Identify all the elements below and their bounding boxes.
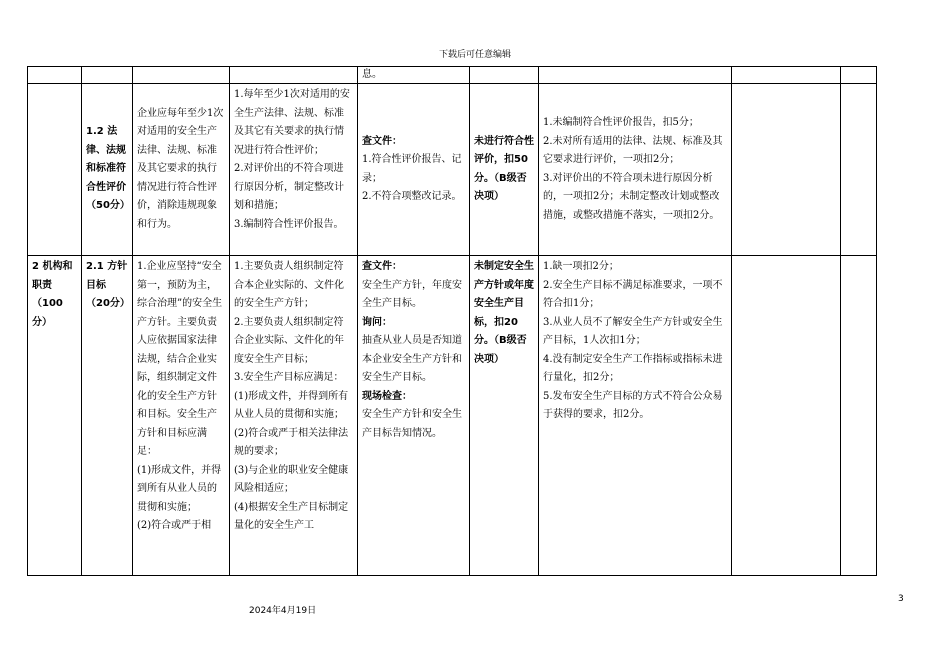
veto-cell — [470, 67, 539, 84]
page-number: 3 — [898, 594, 904, 604]
category-cell: 2 机构和职责（100分） — [28, 256, 82, 576]
category-cell — [28, 67, 82, 84]
remark-cell — [841, 67, 877, 84]
method-cell — [358, 256, 470, 576]
actual-score-cell — [732, 84, 841, 256]
method-title: 现场检查： — [362, 390, 412, 402]
content-cell — [133, 67, 230, 84]
scoring-cell: 1.未编制符合性评价报告，扣5分； 2.未对所有适用的法律、法规、标准及其它要求进行评价，一项扣2分； 3.对评价出的不符合项未进行原因分析的，一项扣2分；未制定整改计划或整改措施，或整改措施不落实，一项扣2分。 — [539, 84, 732, 256]
evaluation-table — [27, 66, 877, 576]
category-cell — [28, 84, 82, 256]
table-row — [28, 256, 877, 576]
method-cell — [358, 67, 470, 84]
method-body: 安全生产方针，年度安全生产目标。 — [362, 279, 462, 309]
requirements-cell: 1.主要负责人组织制定符合本企业实际的、文件化的安全生产方针； 2.主要负责人组织制定符合企业实际、文件化的年度安全生产目标； 3.安全生产目标应满足： (1)形成文件，并得到所有从业人员的贯彻和实施； (2)符合或严于相关法律法规的要求； (3)与企业的职业安全健康风险相适应； (4)根据安全生产目标制定量化的安全生产工 — [230, 256, 358, 576]
method-title: 询问： — [362, 316, 392, 328]
actual-score-cell — [732, 256, 841, 576]
method-title: 查文件： — [362, 135, 402, 147]
content-cell: 企业应每年至少1次对适用的安全生产法律、法规、标准及其它要求的执行情况进行符合性评价，消除违规现象和行为。 — [133, 84, 230, 256]
method-tail-text: 息。 — [362, 69, 382, 80]
method-cell — [358, 84, 470, 256]
remark-cell — [841, 256, 877, 576]
scoring-cell: 1.缺一项扣2分； 2.安全生产目标不满足标准要求，一项不符合扣1分； 3.从业人员不了解安全生产方针或安全生产目标，1人次扣1分； 4.没有制定安全生产工作指标或指标未进行量化，扣2分； 5.发布安全生产目标的方式不符合公众易于获得的要求，扣2分。 — [539, 256, 732, 576]
element-cell — [82, 67, 133, 84]
remark-cell — [841, 84, 877, 256]
veto-cell: 未制定安全生产方针或年度安全生产目标，扣20分。（B级否决项） — [470, 256, 539, 576]
method-body: 抽查从业人员是否知道本企业安全生产方针和安全生产目标。 — [362, 335, 462, 383]
requirements-cell — [230, 67, 358, 84]
page-header: 下载后可任意编辑 — [438, 50, 511, 60]
element-cell: 1.2 法律、法规和标准符合性评价（50分） — [82, 84, 133, 256]
table-row — [28, 67, 877, 84]
scoring-cell — [539, 67, 732, 84]
method-body: 1.符合性评价报告、记录； 2.不符合项整改记录。 — [362, 154, 462, 202]
method-body: 安全生产方针和安全生产目标告知情况。 — [362, 409, 462, 439]
requirements-cell: 1.每年至少1次对适用的安全生产法律、法规、标准及其它有关要求的执行情况进行符合性评价； 2.对评价出的不符合项进行原因分析，制定整改计划和措施； 3.编制符合性评价报告。 — [230, 84, 358, 256]
footer-date: 2024年4月19日 — [249, 606, 317, 616]
method-title: 查文件： — [362, 261, 402, 272]
actual-score-cell — [732, 67, 841, 84]
element-cell: 2.1 方针目标（20分） — [82, 256, 133, 576]
content-cell: 1.企业应坚持“安全第一，预防为主，综合治理”的安全生产方针。主要负责人应依据国家法律法规，结合企业实际，组织制定文件化的安全生产方针和目标。安全生产方针和目标应满足： (1)形成文件，并得到所有从业人员的贯彻和实施； (2)符合或严于相 — [133, 256, 230, 576]
veto-cell: 未进行符合性评价，扣50分。（B级否决项） — [470, 84, 539, 256]
table-row — [28, 84, 877, 256]
